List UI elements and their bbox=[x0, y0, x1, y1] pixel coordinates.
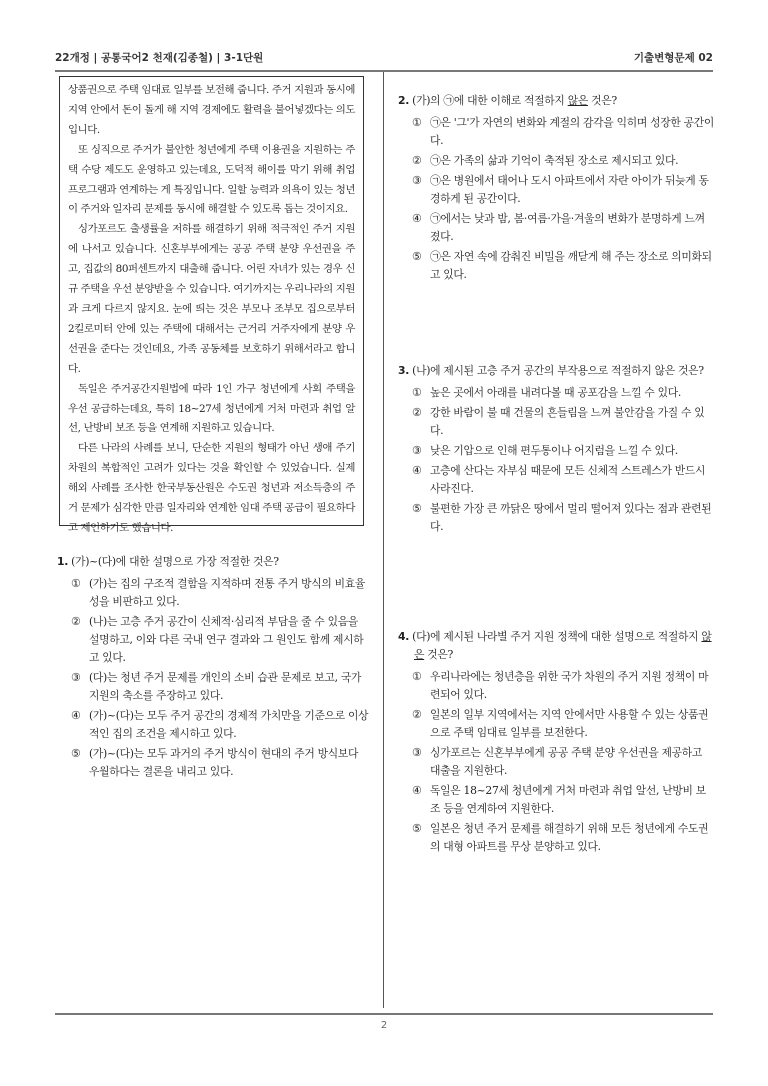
page-number: 2 bbox=[380, 1020, 388, 1031]
choice-item[interactable] bbox=[57, 707, 370, 743]
choice-text: 일본은 청년 주거 문제를 해결하기 위해 모든 청년에게 수도권의 대형 아파트를 무상 분양하고 있다. bbox=[430, 822, 709, 853]
question-text-end: 것은? bbox=[424, 648, 454, 661]
page-header bbox=[55, 50, 713, 66]
choice-item[interactable] bbox=[57, 613, 370, 667]
choice-text: 고층에 산다는 자부심 때문에 모든 신체적 스트레스가 반드시 사라진다. bbox=[430, 464, 706, 495]
question-text-end: 것은? bbox=[587, 94, 617, 107]
choice-text: 우리나라에는 청년층을 위한 국가 차원의 주거 지원 정책이 마련되어 있다. bbox=[430, 670, 709, 701]
choice-item[interactable] bbox=[57, 669, 370, 705]
question-3 bbox=[398, 362, 714, 538]
choice-text: 싱가포르는 신혼부부에게 공공 주택 분양 우선권을 제공하고 대출을 지원한다. bbox=[430, 746, 703, 777]
choice-text: 낮은 기압으로 인해 편두통이나 어지럼을 느낄 수 있다. bbox=[430, 444, 678, 457]
choice-item[interactable] bbox=[398, 820, 714, 856]
choice-item[interactable] bbox=[398, 462, 714, 498]
question-number: 4. bbox=[398, 630, 410, 643]
choice-number: ② bbox=[412, 406, 422, 419]
choice-number: ③ bbox=[71, 671, 81, 684]
choice-number: ② bbox=[412, 154, 422, 167]
question-4 bbox=[398, 628, 714, 858]
choice-item[interactable] bbox=[398, 384, 714, 402]
column-divider bbox=[383, 72, 384, 1008]
choice-number: ④ bbox=[412, 212, 422, 225]
choice-text: (다)는 청년 주거 문제를 개인의 소비 습관 문제로 보고, 국가 지원의 축소를 주장하고 있다. bbox=[89, 671, 362, 702]
header-rule bbox=[55, 70, 713, 72]
choice-text: (가)~(다)는 모두 과거의 주거 방식이 현대의 주거 방식보다 우월하다는 결론을 내리고 있다. bbox=[89, 747, 359, 778]
choice-text: (가)~(다)는 모두 주거 공간의 경제적 가치만을 기준으로 이상적인 집의 조건을 제시하고 있다. bbox=[89, 709, 369, 740]
choice-text: (나)는 고층 주거 공간이 신체적·심리적 부담을 줄 수 있음을 설명하고, 이와 다른 국내 연구 결과와 그 원인도 함께 제시하고 있다. bbox=[89, 615, 364, 664]
choice-item[interactable] bbox=[398, 248, 714, 284]
question-stem bbox=[57, 553, 370, 571]
choice-number: ④ bbox=[412, 784, 422, 797]
choice-item[interactable] bbox=[398, 706, 714, 742]
choice-item[interactable] bbox=[398, 744, 714, 780]
choice-text: ㉠은 병원에서 태어나 도시 아파트에서 자란 아이가 뒤늦게 동경하게 된 공간이다. bbox=[430, 174, 709, 205]
choice-text: 일본의 일부 지역에서는 지역 안에서만 사용할 수 있는 상품권으로 주택 임대료 일부를 보전한다. bbox=[430, 708, 709, 739]
choice-item[interactable] bbox=[398, 114, 714, 150]
choice-number: ② bbox=[412, 708, 422, 721]
choice-text: ㉠에서는 낮과 밤, 봄·여름·가을·겨울의 변화가 분명하게 느껴졌다. bbox=[430, 212, 705, 243]
question-stem bbox=[398, 92, 714, 110]
choice-number: ② bbox=[71, 615, 81, 628]
passage-paragraph: 또 싱직으로 주거가 불안한 청년에게 주택 이용권을 지원하는 주택 수당 제도도 운영하고 있는데요, 도덕적 해이를 막기 위해 취업 프로그램과 연계하는 게 특징입니다. 일할 능력과 의욕이 있는 청년이 주거와 일자리 문제를 동시에 해결할 수 있도록 돕는 것이지요. bbox=[68, 143, 355, 216]
choice-item[interactable] bbox=[398, 782, 714, 818]
question-emphasis: 않은 bbox=[414, 630, 712, 661]
question-number: 2. bbox=[398, 94, 410, 107]
passage-paragraph: 독일은 주거공간지원법에 따라 1인 가구 청년에게 사회 주택을 우선 공급하는데요, 특히 18~27세 청년에게 거처 마련과 취업 알선, 난방비 보조 등을 연계해 지원하고 있습니다. bbox=[68, 382, 355, 435]
choice-number: ① bbox=[412, 670, 422, 683]
choice-number: ⑤ bbox=[412, 250, 422, 263]
choice-item[interactable] bbox=[398, 172, 714, 208]
header-doc-title: 기출변형문제 02 bbox=[633, 52, 713, 64]
choice-item[interactable] bbox=[398, 210, 714, 246]
question-number: 1. bbox=[57, 555, 69, 568]
choice-number: ④ bbox=[412, 464, 422, 477]
choice-number: ① bbox=[412, 386, 422, 399]
choice-number: ⑤ bbox=[412, 502, 422, 515]
choice-list bbox=[398, 114, 714, 284]
header-course-info: 22개정 | 공통국어2 천재(김종철) | 3-1단원 bbox=[55, 52, 264, 64]
question-text: (가)의 ㉠에 대한 이해로 적절하지 bbox=[412, 94, 568, 107]
choice-item[interactable] bbox=[398, 442, 714, 460]
question-text: (나)에 제시된 고층 주거 공간의 부작용으로 적절하지 않은 것은? bbox=[412, 364, 704, 377]
choice-list bbox=[398, 384, 714, 536]
choice-number: ① bbox=[71, 577, 81, 590]
question-text: (다)에 제시된 나라별 주거 지원 정책에 대한 설명으로 적절하지 bbox=[412, 630, 702, 643]
footer-rule bbox=[55, 1013, 713, 1015]
choice-text: ㉠은 가족의 삶과 기억이 축적된 장소로 제시되고 있다. bbox=[430, 154, 679, 167]
choice-number: ③ bbox=[412, 174, 422, 187]
passage-paragraph: 싱가포르도 출생률을 저하를 해결하기 위해 적극적인 주거 지원에 나서고 있습니다. 신혼부부에게는 공공 주택 분양 우선권을 주고, 집값의 80퍼센트까지 대출해 줍니다. 어린 자녀가 있는 경우 신규 주택을 우선 분양받을 수 있습니다. 여기까지는 우리나라의 지원과 크게 다르지 않지요. 눈에 띄는 것은 부모나 조부모 집으로부터 2킬로미터 안에 있는 주택에 대해서는 근거리 거주자에게 분양 우선권을 준다는 것인데요, 가족 공동체를 보호하기 위해서라고 합니다. bbox=[68, 223, 355, 375]
question-number: 3. bbox=[398, 364, 410, 377]
choice-number: ③ bbox=[412, 746, 422, 759]
choice-item[interactable] bbox=[57, 745, 370, 781]
question-emphasis: 않은 bbox=[567, 94, 588, 107]
choice-number: ④ bbox=[71, 709, 81, 722]
reading-passage bbox=[59, 76, 364, 534]
choice-number: ③ bbox=[412, 444, 422, 457]
question-text: (가)~(다)에 대한 설명으로 가장 적절한 것은? bbox=[71, 555, 279, 568]
choice-item[interactable] bbox=[398, 152, 714, 170]
question-2 bbox=[398, 92, 714, 286]
choice-text: ㉠은 자연 속에 감춰진 비밀을 깨닫게 해 주는 장소로 의미화되고 있다. bbox=[430, 250, 712, 281]
choice-text: ㉠은 '그'가 자연의 변화와 계절의 감각을 익히며 성장한 공간이다. bbox=[430, 116, 715, 147]
choice-text: 강한 바람이 불 때 건물의 흔들림을 느껴 불안감을 가질 수 있다. bbox=[430, 406, 705, 437]
question-1 bbox=[57, 553, 370, 783]
passage-paragraph: 다른 나라의 사례를 보니, 단순한 지원의 형태가 아닌 생애 주기 차원의 복합적인 고려가 있다는 것을 확인할 수 있었습니다. 실제 해외 사례를 조사한 한국부동산원은 수도권 청년과 저소득층의 주거 문제가 심각한 만큼 일자리와 연계한 임대 주택 공급이 필요하다고 제언하기도 했습니다. bbox=[68, 442, 355, 534]
choice-number: ① bbox=[412, 116, 422, 129]
choice-text: 높은 곳에서 아래를 내려다볼 때 공포감을 느낄 수 있다. bbox=[430, 386, 682, 399]
choice-list bbox=[398, 668, 714, 856]
choice-text: 불편한 가장 큰 까닭은 땅에서 멀리 떨어져 있다는 점과 관련된다. bbox=[430, 502, 712, 533]
choice-text: (가)는 집의 구조적 결함을 지적하며 전통 주거 방식의 비효율성을 비판하고 있다. bbox=[89, 577, 365, 608]
question-stem bbox=[398, 362, 714, 380]
choice-number: ⑤ bbox=[412, 822, 422, 835]
choice-text: 독일은 18~27세 청년에게 거처 마련과 취업 알선, 난방비 보조 등을 연계하여 지원한다. bbox=[430, 784, 706, 815]
choice-item[interactable] bbox=[398, 668, 714, 704]
choice-list bbox=[57, 575, 370, 781]
passage-paragraph: 상품권으로 주택 임대료 일부를 보전해 줍니다. 주거 지원과 동시에 지역 안에서 돈이 돌게 해 지역 경제에도 활력을 불어넣겠다는 의도입니다. bbox=[68, 84, 355, 136]
choice-item[interactable] bbox=[398, 500, 714, 536]
choice-number: ⑤ bbox=[71, 747, 81, 760]
choice-item[interactable] bbox=[57, 575, 370, 611]
choice-item[interactable] bbox=[398, 404, 714, 440]
question-stem bbox=[398, 628, 714, 664]
